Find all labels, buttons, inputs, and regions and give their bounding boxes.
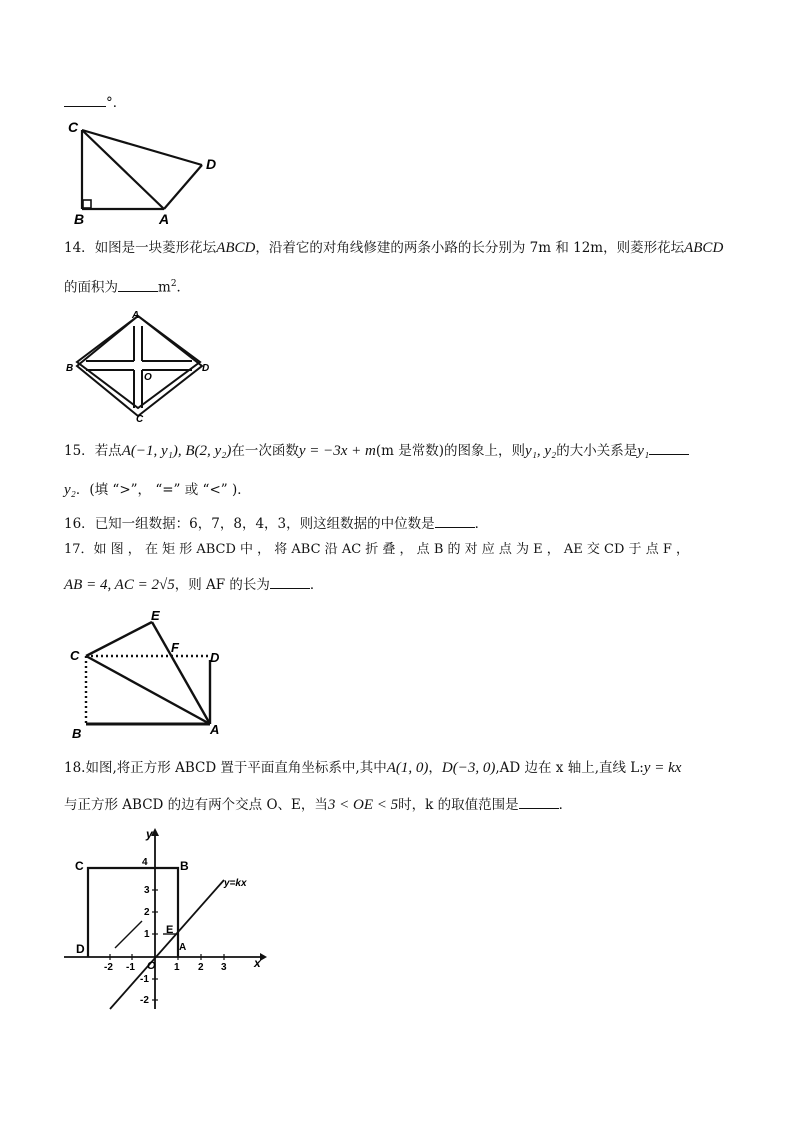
answer-blank <box>435 513 475 528</box>
answer-blank <box>649 440 689 455</box>
question-14: 14．如图是一块菱形花坛ABCD，沿着它的对角线修建的两条小路的长分别为 7m 和 12m，则菱形花坛ABCD <box>64 240 724 256</box>
label-D: D <box>210 650 220 665</box>
question-16: 16．已知一组数据：6，7，8，4，3，则这组数据的中位数是 ． <box>64 513 488 534</box>
label-A: A <box>132 310 140 321</box>
ytick: 1 <box>144 929 150 940</box>
answer-blank <box>118 277 158 292</box>
q13-tail: °． <box>64 92 126 113</box>
label-C: C <box>136 414 144 425</box>
question-14-line2: 的面积为 $m^2$． <box>64 274 190 298</box>
label-B: B <box>74 211 85 227</box>
ytick: -2 <box>140 995 149 1006</box>
answer-blank <box>64 92 106 107</box>
label-y-axis: y <box>146 827 153 841</box>
xtick: 2 <box>198 962 204 973</box>
label-E: E <box>151 608 160 623</box>
label-C: C <box>70 648 80 663</box>
label-line-kx: y=kx <box>224 878 247 889</box>
label-E: E <box>166 924 174 936</box>
question-18: 18.如图,将正方形 ABCD 置于平面直角坐标系中,其中A(1, 0)，D(−3, 0),AD 边在 x 轴上,直线 L:y = kx <box>64 760 682 776</box>
label-C: C <box>75 859 84 873</box>
label-B: B <box>72 726 82 741</box>
question-17: 17．如 图 ， 在 矩 形 ABCD 中 ， 将 ABC 沿 AC 折 叠 ， 点 B 的 对 应 点 为 E ， AE 交 CD 于 点 F ， <box>64 542 689 557</box>
label-B: B <box>180 859 189 873</box>
ytick: 4 <box>142 857 148 868</box>
label-A: A <box>210 722 220 737</box>
label-A: A <box>159 211 170 227</box>
question-15-line2: y₂．(填 “>”， “=” 或 “<” )． <box>64 482 251 498</box>
question-15: 15．若点A(−1, y₁), B(2, y₂)在一次函数y = −3x + m(m 是常数)的图象上，则y₁, y₂的大小关系是y₁ <box>64 440 689 461</box>
xtick: -2 <box>104 962 113 973</box>
label-x-axis: x <box>254 956 261 970</box>
label-D: D <box>206 156 217 172</box>
answer-blank <box>270 574 310 589</box>
figure-18 <box>60 824 270 1014</box>
label-O: O <box>147 960 156 972</box>
xtick: 1 <box>174 962 180 973</box>
figure-17 <box>64 602 236 742</box>
label-D: D <box>202 363 210 374</box>
xtick: -1 <box>126 962 135 973</box>
ytick: 2 <box>144 907 150 918</box>
question-18-line2: 与正方形 ABCD 的边有两个交点 O、E，当3 < OE < 5时，k 的取值范围是 ． <box>64 794 572 815</box>
question-17-line2: AB = 4, AC = 2√5，则 AF 的长为 ． <box>64 574 323 595</box>
answer-blank <box>519 794 559 809</box>
xtick: 3 <box>221 962 227 973</box>
label-O: O <box>144 372 152 383</box>
label-C: C <box>68 119 79 135</box>
ytick: 3 <box>144 885 150 896</box>
label-D: D <box>76 942 85 956</box>
line-kx <box>110 880 224 1009</box>
label-F: F <box>171 640 179 655</box>
label-B: B <box>66 363 74 374</box>
figure-14 <box>64 306 220 426</box>
ytick: -1 <box>140 974 149 985</box>
label-A: A <box>179 942 187 953</box>
figure-13 <box>64 116 232 228</box>
